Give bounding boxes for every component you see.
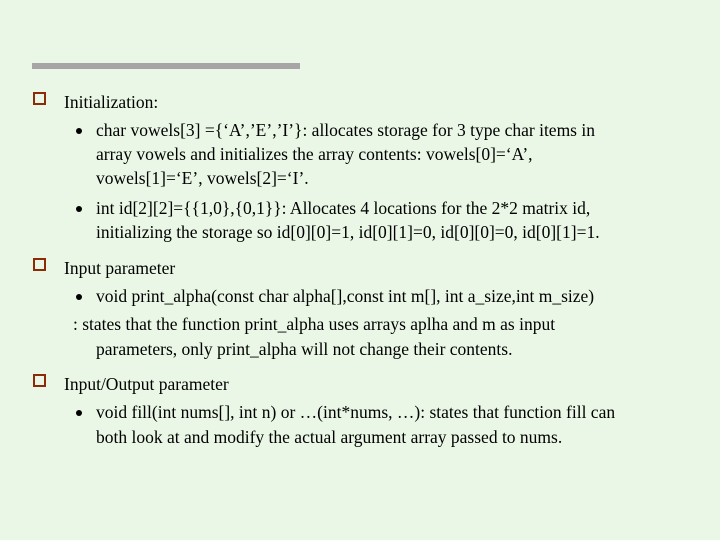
section-heading-initialization: Initialization: — [64, 92, 159, 112]
section-heading-input-parameter: Input parameter — [64, 258, 176, 278]
round-bullet-icon — [76, 206, 82, 212]
round-bullet-icon — [76, 128, 82, 134]
continuation-text-line: parameters, only print_alpha will not change their contents. — [96, 339, 513, 359]
bullet-text-line: initializing the storage so id[0][0]=1, id[0][1]=0, id[0][0]=0, id[0][1]=1. — [96, 222, 600, 242]
bullet-text-line: int id[2][2]={{1,0},{0,1}}: Allocates 4 locations for the 2*2 matrix id, — [96, 198, 591, 218]
square-bullet-icon — [33, 374, 46, 387]
round-bullet-icon — [76, 294, 82, 300]
bullet-text-line: void fill(int nums[], int n) or …(int*nums, …): states that function fill can — [96, 402, 616, 422]
section-heading-input-output-parameter: Input/Output parameter — [64, 374, 229, 394]
bullet-text-line: array vowels and initializes the array contents: vowels[0]=‘A’, — [96, 144, 533, 164]
bullet-text-line: void print_alpha(const char alpha[],const int m[], int a_size,int m_size) — [96, 286, 595, 306]
square-bullet-icon — [33, 92, 46, 105]
continuation-text-line: : states that the function print_alpha uses arrays aplha and m as input — [73, 314, 556, 334]
bullet-text-line: char vowels[3] ={‘A’,’E’,’I’}: allocates storage for 3 type char items in — [96, 120, 595, 140]
square-bullet-icon — [33, 258, 46, 271]
round-bullet-icon — [76, 410, 82, 416]
bullet-text-line: vowels[1]=‘E’, vowels[2]=‘I’. — [96, 168, 309, 188]
bullet-text-line: both look at and modify the actual argument array passed to nums. — [96, 427, 563, 447]
